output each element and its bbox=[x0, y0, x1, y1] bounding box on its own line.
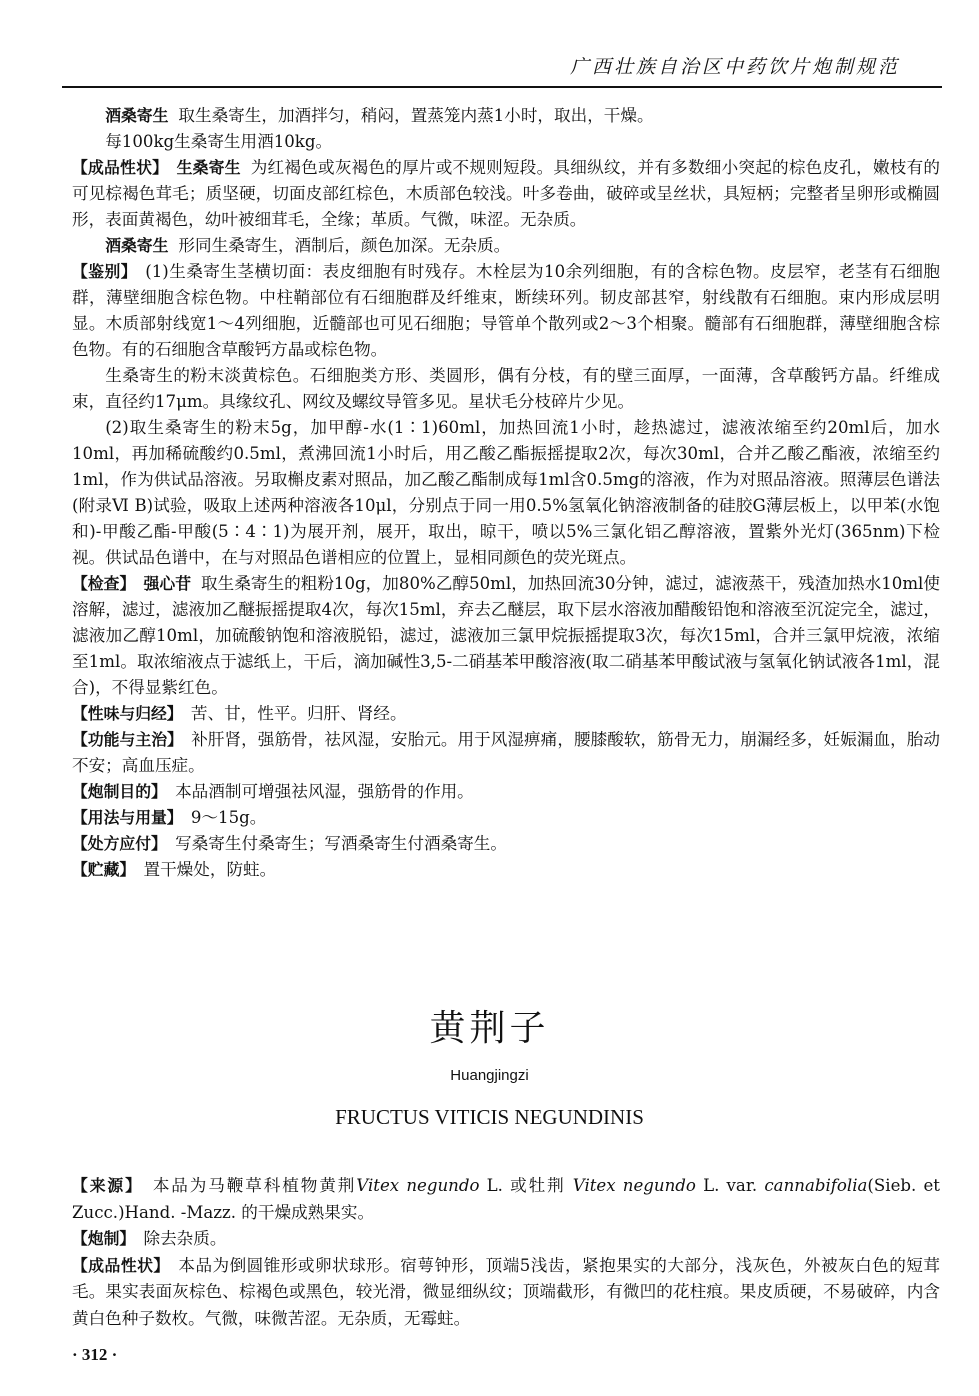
paragraph bbox=[72, 155, 940, 233]
paragraph bbox=[72, 363, 940, 415]
section-label: 【成品性状】 bbox=[72, 158, 169, 177]
paragraph-text: 置干燥处，防蛀。 bbox=[143, 860, 277, 879]
paragraph-text: 9～15g。 bbox=[190, 808, 267, 827]
paragraph bbox=[72, 233, 940, 259]
paragraph-text: 本品酒制可增强祛风湿，强筋骨的作用。 bbox=[175, 782, 474, 801]
monograph-continuation bbox=[72, 103, 940, 883]
paragraph-text: 补肝肾，强筋骨，祛风湿，安胎元。用于风湿痹痛，腰膝酸软，筋骨无力，崩漏经多，妊娠漏血，胎动不安；高血压症。 bbox=[72, 730, 940, 775]
paragraph bbox=[72, 415, 940, 571]
section-label: 【炮制】 bbox=[72, 1229, 136, 1248]
monograph-body bbox=[72, 1173, 940, 1332]
species-name: Vitex negundo bbox=[572, 1176, 696, 1195]
variety-name: cannabifolia bbox=[764, 1176, 868, 1195]
section-label: 【鉴别】 bbox=[72, 262, 137, 281]
paragraph bbox=[72, 727, 940, 779]
section-label: 【功能与主治】 bbox=[72, 730, 183, 749]
paragraph-text: (1)生桑寄生茎横切面：表皮细胞有时残存。木栓层为10余列细胞，有的含棕色物。皮层窄，老茎有石细胞群，薄壁细胞含棕色物。中柱鞘部位有石细胞群及纤维束，断续环列。韧皮部甚窄，射线散有石细胞。束内形成层明显。木质部射线宽1～4列细胞，近髓部也可见石细胞；导管单个散列或2～3个相聚。髓部有石细胞群，薄壁细胞含棕色物。有的石细胞含草酸钙方晶或棕色物。 bbox=[72, 262, 940, 359]
paragraph bbox=[72, 103, 940, 129]
paragraph bbox=[72, 259, 940, 363]
paragraph bbox=[72, 1226, 940, 1253]
section-label: 【贮藏】 bbox=[72, 860, 136, 879]
paragraph bbox=[72, 805, 940, 831]
paragraph-text: 取生桑寄生的粗粉10g，加80%乙醇50ml，加热回流30分钟，滤过，滤液蒸干，残渣加热水10ml使溶解，滤过，滤液加乙醚振摇提取4次，每次15ml，弃去乙醚层，取下层水溶液加醋酸铅饱和溶液至沉淀完全，滤过，滤液加乙醇10ml，加硫酸钠饱和溶液脱铅，滤过，滤液加三氯甲烷振摇提取3次，每次15ml，合并三氯甲烷液，浓缩至1ml。取浓缩液点于滤纸上，干后，滴加碱性3,5-二硝基苯甲酸溶液(取二硝基苯甲酸试液与氢氧化钠试液各1ml，混合)，不得显紫红色。 bbox=[72, 574, 940, 697]
paragraph-text: (2)取生桑寄生的粉末5g，加甲醇-水(1∶1)60ml，加热回流1小时，趁热滤过，滤液浓缩至约20ml后，加水10ml，再加稀硫酸约0.5ml，煮沸回流1小时后，用乙酸乙酯振摇提取2次，每次30ml，合并乙酸乙酯液，浓缩至约1ml，作为供试品溶液。另取槲皮素对照品，加乙酸乙酯制成每1ml含0.5mg的溶液，作为对照品溶液。照薄层色谱法(附录Ⅵ B)试验，吸取上述两种溶液各10μl，分别点于同一用0.5%氢氧化钠溶液制备的硅胶G薄层板上，以甲苯(水饱和)-甲酸乙酯-甲酸(5∶4∶1)为展开剂，展开，取出，晾干，喷以5%三氯化铝乙醇溶液，置紫外光灯(365nm)下检视。供试品色谱中，在与对照品色谱相应的位置上，显相同颜色的荧光斑点。 bbox=[72, 418, 940, 567]
paragraph bbox=[72, 779, 940, 805]
section-label: 【炮制目的】 bbox=[72, 782, 167, 801]
section-label: 【检查】 bbox=[72, 574, 136, 593]
paragraph bbox=[72, 129, 940, 155]
paragraph-text: 本品为倒圆锥形或卵状球形。宿萼钟形，顶端5浅齿，紧抱果实的大部分，浅灰色，外被灰白色的短茸毛。果实表面灰棕色、棕褐色或黑色，较光滑，微显细纵纹；顶端截形，有微凹的花柱痕。果皮质硬，不易破碎，内含黄白色种子数枚。气微，味微苦涩。无杂质，无霉蛀。 bbox=[72, 1255, 940, 1328]
monograph-sections bbox=[72, 1226, 940, 1332]
subsection-label: 生桑寄生 bbox=[176, 158, 241, 177]
paragraph bbox=[72, 571, 940, 701]
paragraph-text: 苦、甘，性平。归肝、肾经。 bbox=[190, 704, 407, 723]
paragraph-text: 形同生桑寄生，酒制后，颜色加深。无杂质。 bbox=[178, 236, 511, 255]
paragraph-text: 除去杂质。 bbox=[143, 1229, 227, 1248]
species-name: Vitex negundo bbox=[356, 1176, 480, 1195]
paragraph-text: 为红褐色或灰褐色的厚片或不规则短段。具细纵纹，并有多数细小突起的棕色皮孔，嫩枝有的可见棕褐色茸毛；质坚硬，切面皮部红棕色，木质部色较浅。叶多卷曲，破碎或呈丝状，具短柄；完整者呈卵形或椭圆形，表面黄褐色，幼叶被细茸毛，全缘；革质。气微，味涩。无杂质。 bbox=[72, 158, 940, 229]
paragraph bbox=[72, 857, 940, 883]
header-rule bbox=[62, 86, 942, 88]
subsection-label: 酒桑寄生 bbox=[105, 236, 169, 255]
section-label: 【用法与用量】 bbox=[72, 808, 183, 827]
subsection-label: 酒桑寄生 bbox=[105, 106, 169, 125]
paragraph bbox=[72, 831, 940, 857]
paragraph-text: 每100kg生桑寄生用酒10kg。 bbox=[105, 132, 333, 151]
paragraph-text: 生桑寄生的粉末淡黄棕色。石细胞类方形、类圆形，偶有分枝，有的壁三面厚，一面薄，含草酸钙方晶。纤维成束，直径约17μm。具缘纹孔、网纹及螺纹导管多见。星状毛分枝碎片少见。 bbox=[72, 366, 940, 411]
section-label: 【来源】 bbox=[72, 1176, 143, 1195]
paragraph-text: 取生桑寄生，加酒拌匀，稍闷，置蒸笼内蒸1小时，取出，干燥。 bbox=[178, 106, 654, 125]
paragraph bbox=[72, 701, 940, 727]
monograph-title: 黄荆子 bbox=[429, 1008, 550, 1049]
section-label: 【性味与归经】 bbox=[72, 704, 183, 723]
section-label: 【处方应付】 bbox=[72, 834, 167, 853]
paragraph-text: 写桑寄生付桑寄生；写酒桑寄生付酒桑寄生。 bbox=[175, 834, 507, 853]
source-paragraph: 【来源】 本品为马鞭草科植物黄荆Vitex negundo L. 或牡荆 Vitex negundo L. var. cannabifolia(Sieb. et Zucc.)Hand. -Mazz. 的干燥成熟果实。 bbox=[72, 1176, 940, 1222]
running-header: 广西壮族自治区中药饮片炮制规范 bbox=[569, 56, 900, 78]
subsection-label: 强心苷 bbox=[143, 574, 192, 593]
paragraph bbox=[72, 1253, 940, 1333]
page-number: · 312 · bbox=[72, 1345, 118, 1364]
section-label: 【成品性状】 bbox=[72, 1255, 170, 1275]
monograph-latin-name: FRUCTUS VITICIS NEGUNDINIS bbox=[335, 1105, 644, 1129]
monograph-pinyin: Huangjingzi bbox=[450, 1067, 529, 1084]
